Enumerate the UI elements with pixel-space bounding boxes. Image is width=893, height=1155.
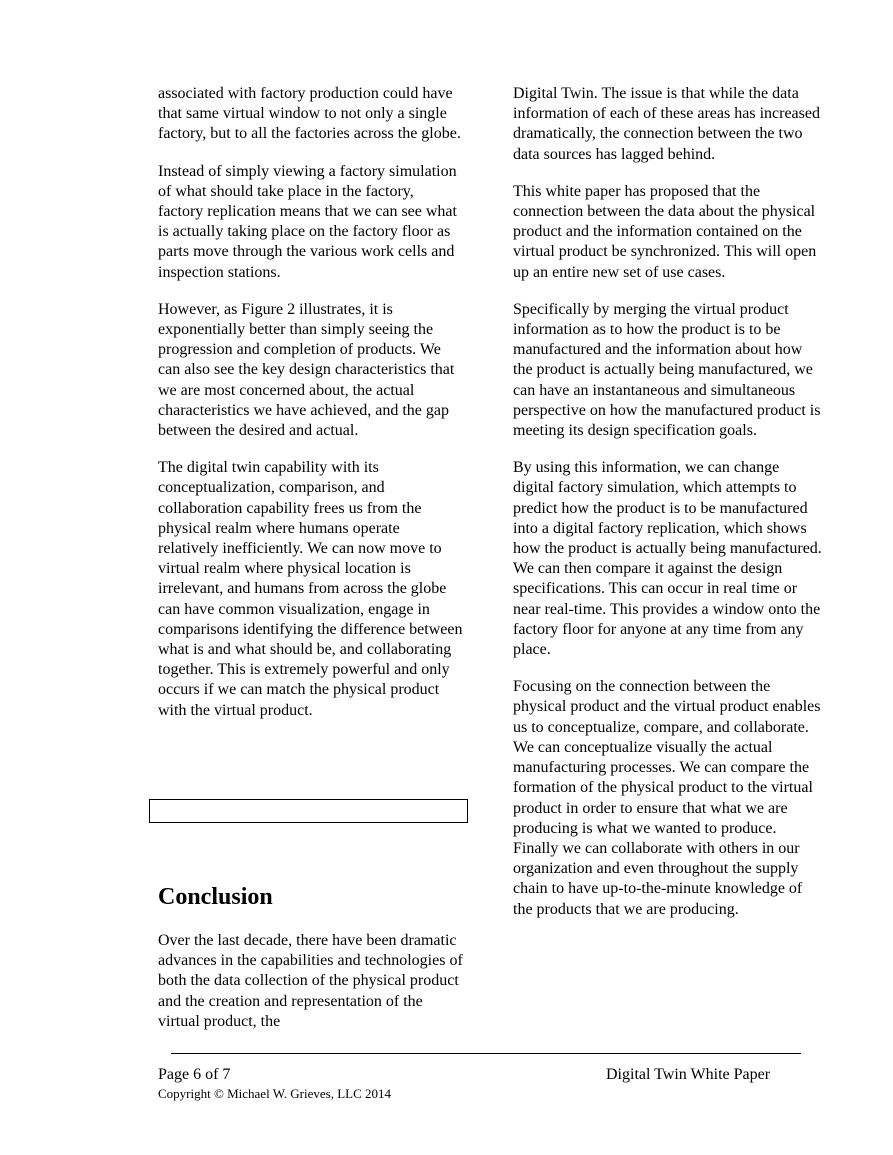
empty-caption-box [149,799,468,823]
body-paragraph: This white paper has proposed that the connection between the data about the physical product and the information contained on the virtual product be synchronized. This will open up an entire new set of use cases. [513,182,817,281]
section-heading: Conclusion [158,884,273,910]
body-paragraph: Instead of simply viewing a factory simulation of what should take place in the factory, factory replication means that we can see what is actually taking place on the factory floor as parts move through the various work cells and inspection stations. [158,162,457,281]
body-paragraph: By using this information, we can change digital factory simulation, which attempts to predict how the product is to be manufactured into a digital factory replication, which shows how the product is actually being manufactured. We can then compare it against the design specifications. This can occur in real time or near real-time. This provides a window onto the factory floor for anyone at any time from any place. [513,459,822,659]
body-paragraph: However, as Figure 2 illustrates, it is exponentially better than simply seeing the progression and completion of products. We can also see the key design characteristics that we are most concerned about, the actual characteristics we have achieved, and the gap between the desired and actual. [158,300,455,440]
right-column [513,84,823,937]
copyright-notice: Copyright © Michael W. Grieves, LLC 2014 [158,1086,392,1101]
body-paragraph: Digital Twin. The issue is that while the data information of each of these areas has increased dramatically, the connection between the two data sources has lagged behind. [513,85,820,163]
body-paragraph: associated with factory production could have that same virtual window to not only a single factory, but to all the factories across the globe. [158,85,461,143]
document-title: Digital Twin White Paper [606,1066,771,1083]
left-column [158,84,463,738]
body-paragraph: The digital twin capability with its conceptualization, comparison, and collaboration capability frees us from the physical realm where humans operate relatively inefficiently. We can now move to virtual realm where physical location is irrelevant, and humans from across the globe can have common visualization, engage in comparisons identifying the difference between what is and what should be, and collaborating together. This is extremely powerful and only occurs if we can match the physical product with the virtual product. [158,459,463,719]
body-paragraph: Specifically by merging the virtual product information as to how the product is to be manufactured and the information about how the product is actually being manufactured, we can have an instantaneous and simultaneous perspective on how the manufactured product is meeting its design specification goals. [513,300,821,440]
body-paragraph: Over the last decade, there have been dramatic advances in the capabilities and technologies of both the data collection of the physical product and the creation and representation of the virtual product, the [158,932,463,1030]
page-number: Page 6 of 7 [158,1066,231,1083]
body-paragraph: Focusing on the connection between the physical product and the virtual product enables us to conceptualize, compare, and collaborate. We can conceptualize visually the actual manufacturing processes. We can compare the formation of the physical product to the virtual product in order to ensure that what we are producing is what we wanted to produce. Finally we can collaborate with others in our organization and even throughout the supply chain to have up-to-the-minute knowledge of the products that we are producing. [513,678,821,918]
footer-divider [171,1053,801,1054]
